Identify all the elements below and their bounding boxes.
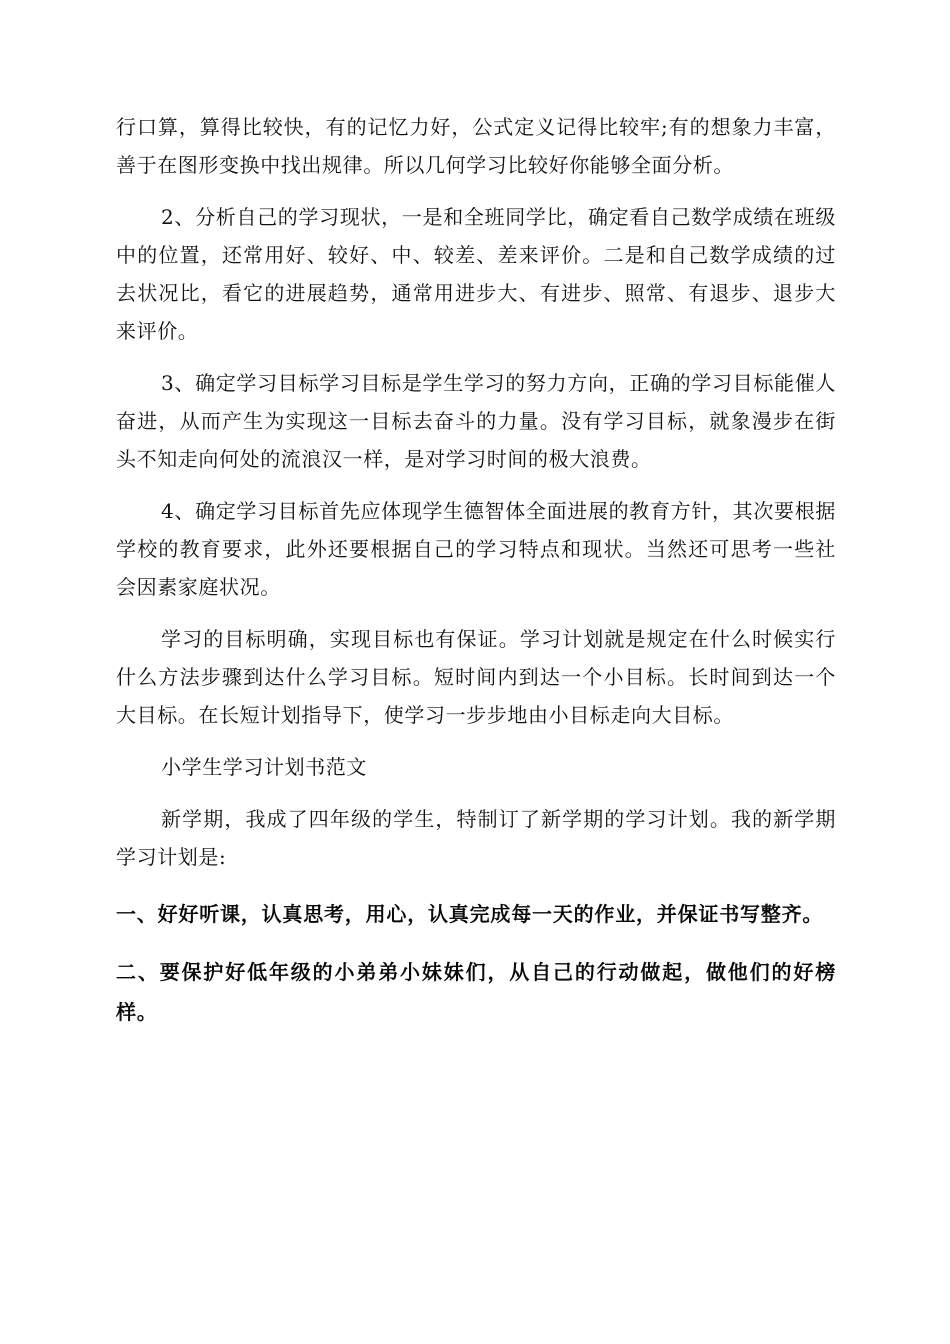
document-body: [116, 108, 836, 1032]
bold-item-2: 二、要保护好低年级的小弟弟小妹妹们，从自己的行动做起，做他们的好榜样。: [116, 960, 836, 1024]
section-title: 小学生学习计划书范文: [161, 755, 367, 779]
paragraph-intro: 新学期，我成了四年级的学生，特制订了新学期的学习计划。我的新学期学习计划是:: [116, 807, 836, 869]
bold-item-1: 一、好好听课，认真思考，用心，认真完成每一天的作业，并保证书写整齐。: [116, 902, 824, 926]
paragraph-summary: 学习的目标明确，实现目标也有保证。学习计划就是规定在什么时候实行什么方法步骤到达什么学习目标。短时间内到达一个小目标。长时间到达一个大目标。在长短计划指导下，使学习一步步地由小目标走向大目标。: [116, 627, 836, 727]
paragraph-item-3: 3、确定学习目标学习目标是学生学习的努力方向，正确的学习目标能催人奋进，从而产生为实现这一目标去奋斗的力量。没有学习目标，就象漫步在街头不知走向何处的流浪汉一样，是对学习时间的极大浪费。: [116, 371, 836, 471]
paragraph-item-2: 2、分析自己的学习现状，一是和全班同学比，确定看自己数学成绩在班级中的位置，还常用好、较好、中、较差、差来评价。二是和自己数学成绩的过去状况比，看它的进展趋势，通常用进步大、有进步、照常、有退步、退步大来评价。: [116, 205, 836, 343]
paragraph-item-4: 4、确定学习目标首先应体现学生德智体全面进展的教育方针，其次要根据学校的教育要求，此外还要根据自己的学习特点和现状。当然还可思考一些社会因素家庭状况。: [116, 499, 836, 599]
paragraph-continuation: 行口算，算得比较快，有的记忆力好，公式定义记得比较牢;有的想象力丰富，善于在图形变换中找出规律。所以几何学习比较好你能够全面分析。: [116, 115, 836, 177]
